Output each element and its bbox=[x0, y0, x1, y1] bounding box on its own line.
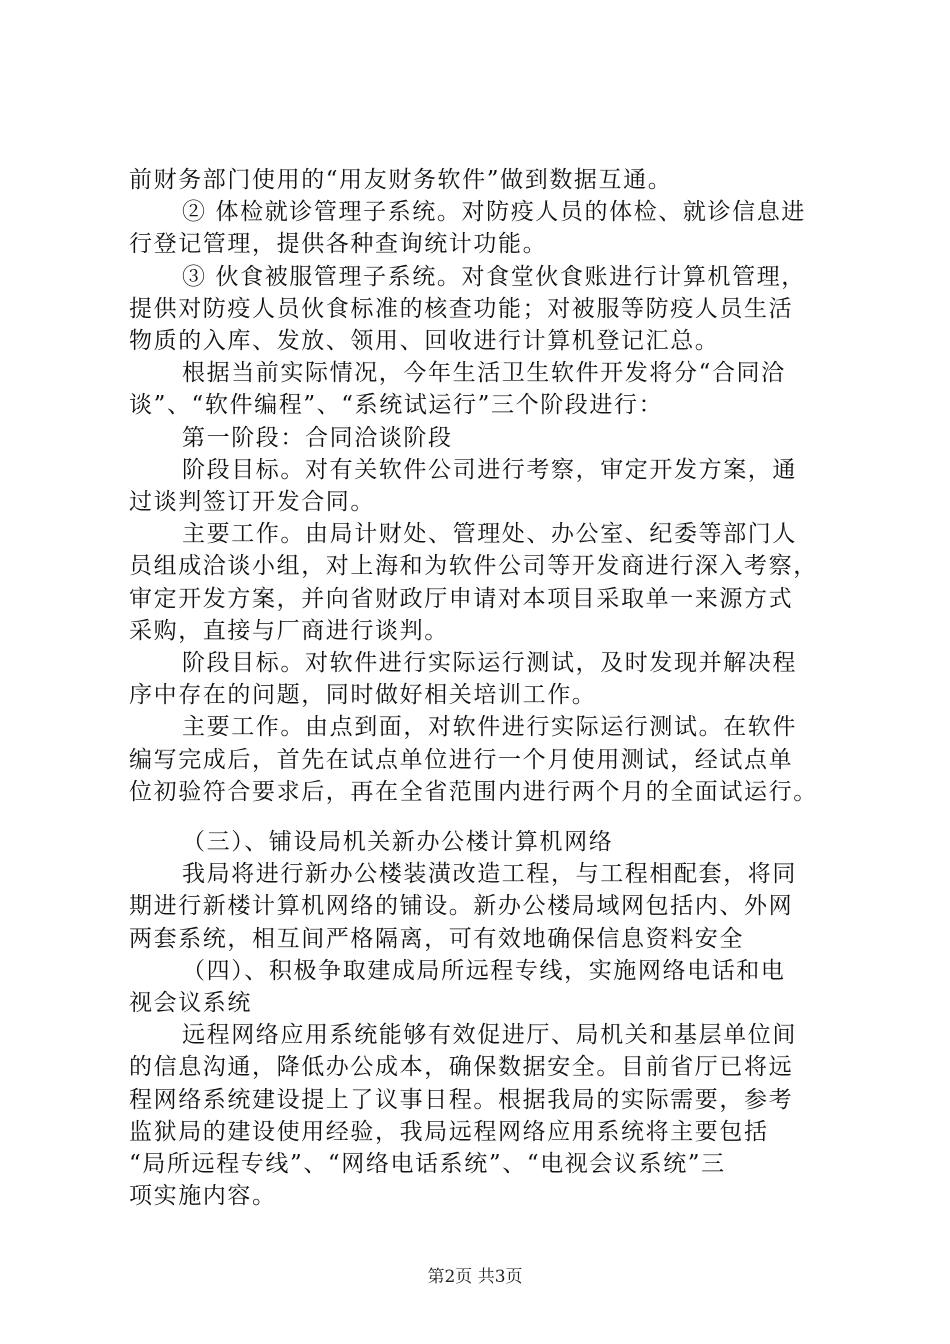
body-line: 期进行新楼计算机网络的铺设。新办公楼局域网包括内、外网 bbox=[129, 893, 794, 919]
body-line: 主要工作。由局计财处、管理处、办公室、纪委等部门人 bbox=[182, 521, 797, 547]
body-line: 阶段目标。对有关软件公司进行考察，审定开发方案，通 bbox=[182, 457, 797, 483]
body-line: 序中存在的问题，同时做好相关培训工作。 bbox=[129, 682, 597, 708]
body-line: 提供对防疫人员伙食标准的核查功能；对被服等防疫人员生活 bbox=[129, 296, 794, 322]
body-line: 谈”、“软件编程”、“系统试运行”三个阶段进行： bbox=[129, 392, 664, 418]
body-line: 物质的入库、发放、领用、回收进行计算机登记汇总。 bbox=[129, 328, 720, 354]
body-line: ② 体检就诊管理子系统。对防疫人员的体检、就诊信息进 bbox=[182, 199, 806, 225]
body-line: 采购，直接与厂商进行谈判。 bbox=[129, 618, 449, 644]
body-line: 员组成洽谈小组，对上海和为软件公司等开发商进行深入考察， bbox=[129, 553, 818, 579]
section-heading: 第一阶段：合同洽谈阶段 bbox=[182, 425, 453, 451]
body-line: 程网络系统建设提上了议事日程。根据我局的实际需要，参考 bbox=[129, 1087, 794, 1113]
body-line: 主要工作。由点到面，对软件进行实际运行测试。在软件 bbox=[182, 714, 797, 740]
body-line: 前财务部门使用的“用友财务软件”做到数据互通。 bbox=[129, 167, 673, 193]
body-line: 监狱局的建设使用经验，我局远程网络应用系统将主要包括 bbox=[129, 1119, 769, 1145]
body-line: “局所远程专线”、“网络电话系统”、“电视会议系统”三 bbox=[129, 1151, 726, 1177]
body-line: 的信息沟通，降低办公成本，确保数据安全。目前省厅已将远 bbox=[129, 1054, 794, 1080]
body-line: 远程网络应用系统能够有效促进厅、局机关和基层单位间 bbox=[182, 1022, 797, 1048]
body-line: 我局将进行新办公楼装潢改造工程，与工程相配套，将同 bbox=[182, 861, 797, 887]
section-heading: （三）、铺设局机关新办公楼计算机网络 bbox=[182, 829, 614, 855]
body-line: 阶段目标。对软件进行实际运行测试，及时发现并解决程 bbox=[182, 650, 797, 676]
page-footer: 第2页 共3页 bbox=[427, 1267, 523, 1287]
body-line: ③ 伙食被服管理子系统。对食堂伙食账进行计算机管理， bbox=[182, 264, 806, 290]
body-line: 审定开发方案，并向省财政厅申请对本项目采取单一来源方式 bbox=[129, 586, 794, 612]
body-line: 两套系统，相互间严格隔离，可有效地确保信息资料安全 bbox=[129, 926, 744, 952]
section-heading: （四）、积极争取建成局所远程专线，实施网络电话和电 bbox=[182, 958, 786, 984]
body-line: 根据当前实际情况，今年生活卫生软件开发将分“合同洽 bbox=[182, 360, 786, 386]
body-line: 位初验符合要求后，再在全省范围内进行两个月的全面试运行。 bbox=[129, 779, 818, 805]
body-line: 过谈判签订开发合同。 bbox=[129, 489, 375, 515]
section-heading: 视会议系统 bbox=[129, 990, 252, 1016]
body-line: 项实施内容。 bbox=[129, 1183, 277, 1209]
body-line: 编写完成后，首先在试点单位进行一个月使用测试，经试点单 bbox=[129, 747, 794, 773]
body-line: 行登记管理，提供各种查询统计功能。 bbox=[129, 231, 548, 257]
